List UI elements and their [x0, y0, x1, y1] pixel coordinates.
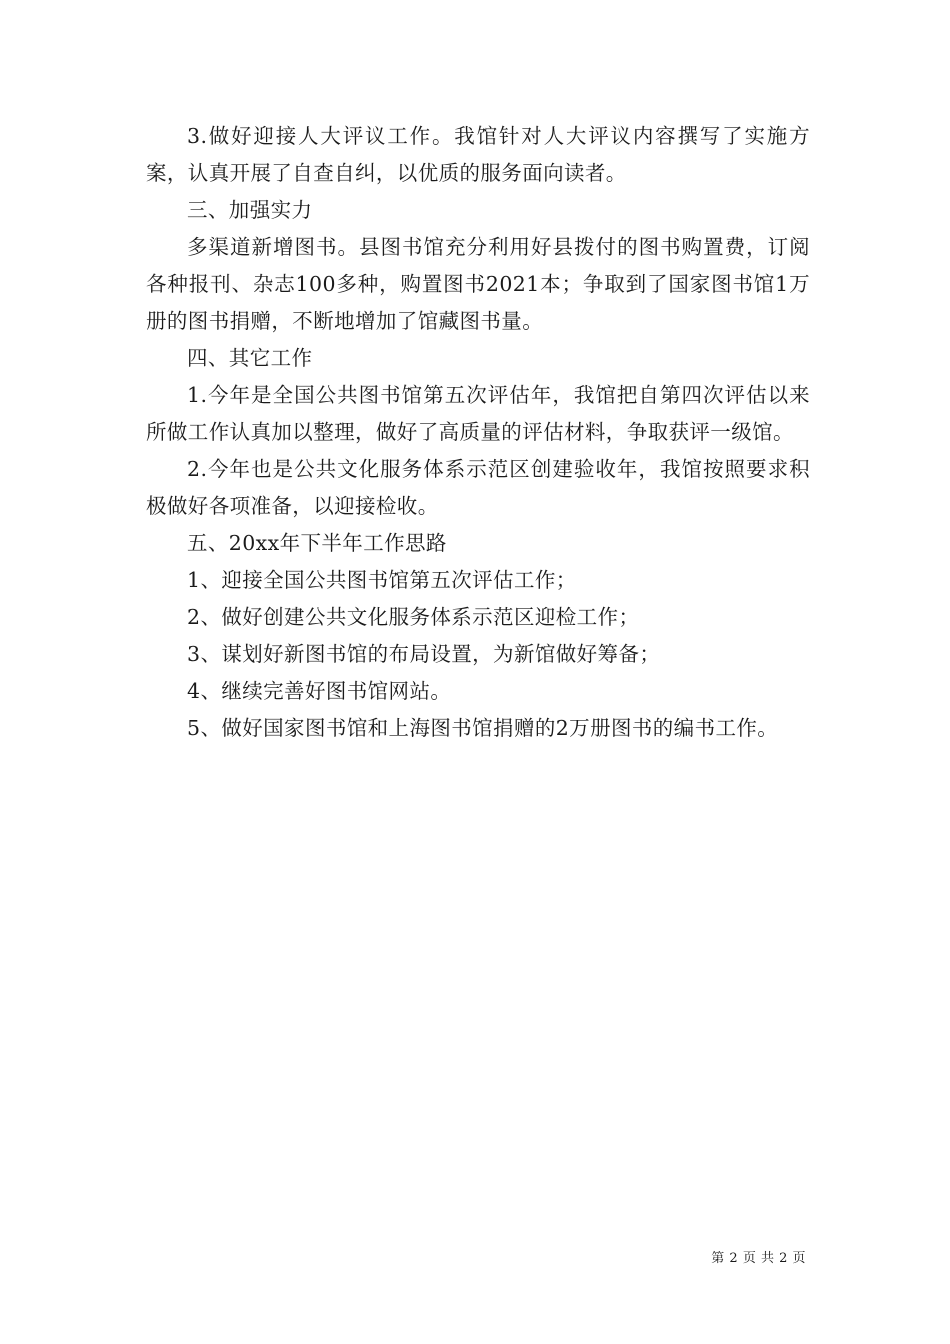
section-heading-second-half-plan: 五、20xx年下半年工作思路 — [187, 531, 447, 555]
section-heading-other-work: 四、其它工作 — [187, 346, 313, 370]
section-heading-strengthen: 三、加强实力 — [187, 198, 313, 222]
list-item-plan-4: 4、继续完善好图书馆网站。 — [187, 679, 452, 703]
paragraph-demonstration-zone: 2.今年也是公共文化服务体系示范区创建验收年，我馆按照要求积极做好各项准备，以迎接检收。 — [146, 457, 810, 518]
page-number-footer: 第 2 页 共 2 页 — [711, 1251, 806, 1266]
paragraph-evaluation-work: 3.做好迎接人大评议工作。我馆针对人大评议内容撰写了实施方案，认真开展了自查自纠，以优质的服务面向读者。 — [146, 124, 810, 185]
list-item-plan-5: 5、做好国家图书馆和上海图书馆捐赠的2万册图书的编书工作。 — [187, 716, 779, 740]
paragraph-fifth-assessment: 1.今年是全国公共图书馆第五次评估年，我馆把自第四次评估以来所做工作认真加以整理，做好了高质量的评估材料，争取获评一级馆。 — [146, 383, 810, 444]
paragraph-new-books: 多渠道新增图书。县图书馆充分利用好县拨付的图书购置费，订阅各种报刊、杂志100多种，购置图书2021本；争取到了国家图书馆1万册的图书捐赠，不断地增加了馆藏图书量。 — [146, 235, 810, 333]
list-item-plan-1: 1、迎接全国公共图书馆第五次评估工作； — [187, 568, 577, 592]
list-item-plan-2: 2、做好创建公共文化服务体系示范区迎检工作； — [187, 605, 640, 629]
list-item-plan-3: 3、谋划好新图书馆的布局设置，为新馆做好筹备； — [187, 642, 661, 666]
document-body — [146, 118, 810, 747]
